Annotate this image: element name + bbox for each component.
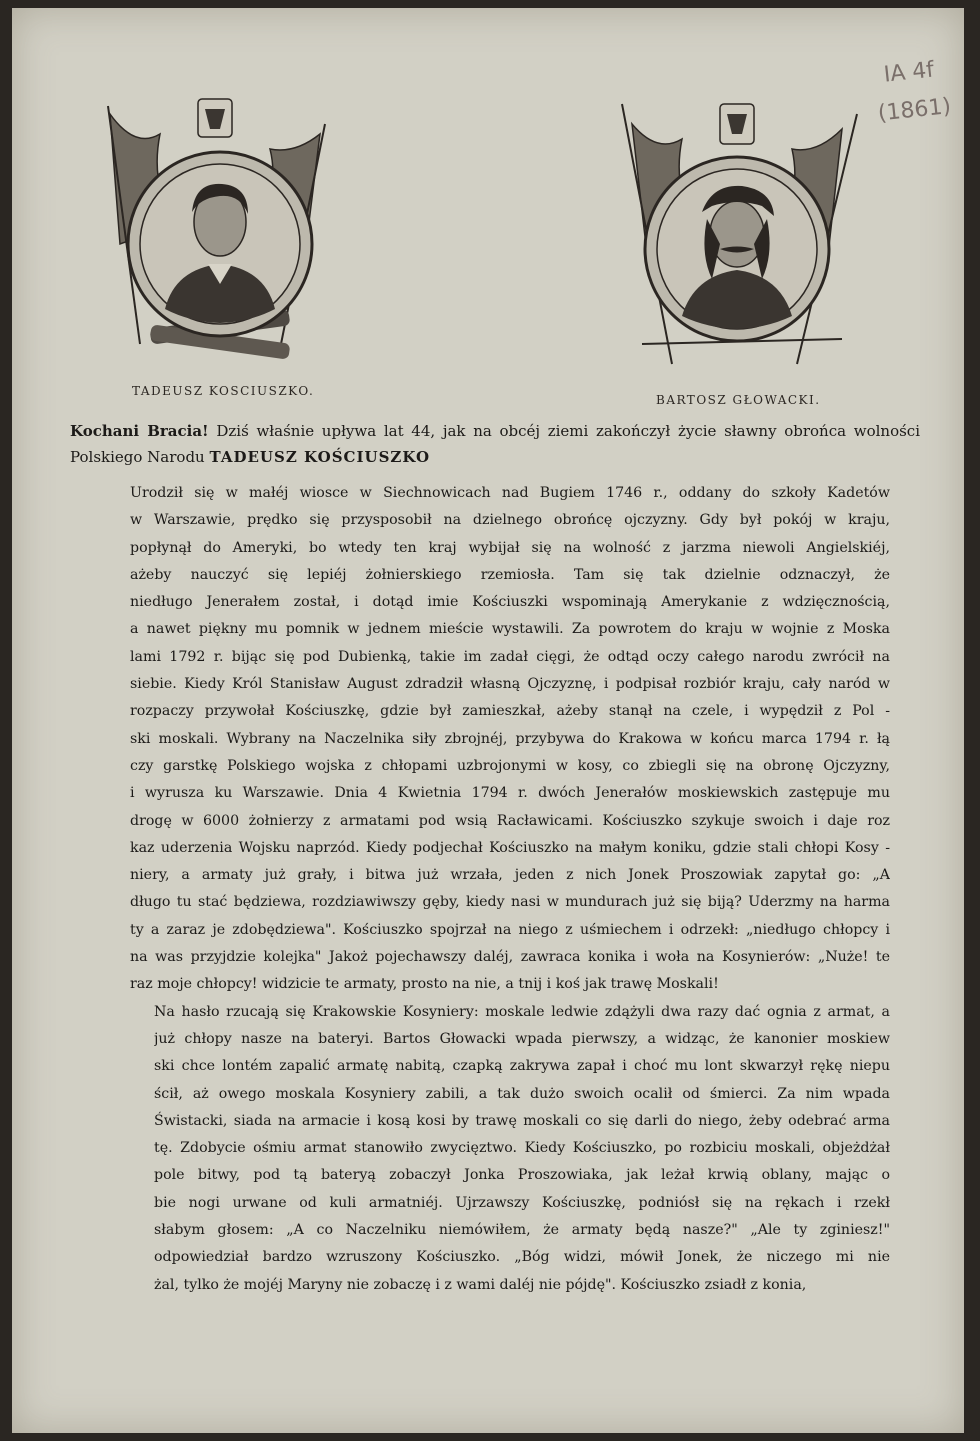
- text-line: raz moje chłopcy! widzicie te armaty, prosto na nie, a tnij i koś jak trawę Moskali!: [130, 976, 719, 993]
- text-line: żal, tylko że mojéj Maryny nie zobaczę i z wami daléj nie pójdę". Kościuszko zsiadł z konia,: [154, 1276, 807, 1293]
- text-line: popłynął do Ameryki, bo wtedy ten kraj wybijał się na wolność z jarzma niewoli Angielskiéj,: [130, 539, 890, 556]
- text-line: niedługo Jenerałem został, i dotąd imie Kościuszki wspominają Amerykanie z wdzięcznością,: [130, 594, 890, 611]
- portrait-kosciuszko: [80, 94, 350, 394]
- caption-kosciuszko: TADEUSZ KOSCIUSZKO.: [132, 384, 315, 398]
- text-line: słabym głosem: „A co Naczelniku niemówiłem, że armaty będą nasze?" „Ale ty zginiesz!": [154, 1222, 890, 1239]
- text-line: już chłopy nasze na bateryi. Bartos Głowacki wpada pierwszy, a widząc, że kanonier moskiew: [154, 1030, 890, 1047]
- intro-greeting: Kochani Bracia!: [70, 422, 209, 440]
- article-body: [130, 480, 890, 1299]
- caption-glowacki: BARTOSZ GŁOWACKI.: [656, 393, 821, 407]
- text-line: a nawet piękny mu pomnik w jednem mieście wystawili. Za powrotem do kraju w wojnie z Moska: [130, 621, 890, 638]
- text-line: niery, a armaty już grały, i bitwa już wrzała, jeden z nich Jonek Proszowiak zapytał go: „A: [130, 867, 890, 884]
- text-line: tę. Zdobycie ośmiu armat stanowiło zwycięztwo. Kiedy Kościuszko, po rozbiciu moskali, objeżdżał: [154, 1140, 890, 1157]
- text-line: Na hasło rzucają się Krakowskie Kosyniery: moskale ledwie zdążyli dwa razy dać ognia z armat, a: [154, 1003, 890, 1020]
- text-line: Urodził się w małéj wiosce w Siechnowicach nad Bugiem 1746 r., oddany do szkoły Kadetów: [130, 485, 890, 501]
- text-line: siebie. Kiedy Król Stanisław August zdradził własną Ojczyznę, i podpisał rozbiór kraju, cały naród w: [130, 676, 890, 693]
- text-line: ty a zaraz je zdobędziewa". Kościuszko spojrzał na niego z uśmiechem i odrzekł: „niedługo chłopcy i: [130, 921, 890, 938]
- text-line: na was przyjdzie kolejka" Jakoż pojechawszy daléj, zawraca konika i woła na Kosynierów: „Nuże! te: [130, 949, 890, 966]
- document-sheet: [12, 8, 964, 1433]
- archive-mark: [872, 51, 953, 134]
- intro-paragraph: [70, 418, 920, 470]
- text-line: kaz uderzenia Wojsku naprzód. Kiedy podjechał Kościuszko na małym koniku, gdzie stali chłopi Kosy -: [130, 839, 890, 856]
- text-line: ski moskali. Wybrany na Naczelnika siły zbrojnéj, przybywa do Krakowa w końcu marca 1794 r. łą: [130, 730, 890, 747]
- text-line: odpowiedział bardzo wzruszony Kościuszko. „Bóg widzi, mówił Jonek, że niczego mi nie: [154, 1249, 890, 1266]
- text-line: czy garstkę Polskiego wojska z chłopami uzbrojonymi w kosy, co zbiegli się na obronę Ojczyzny,: [130, 757, 890, 774]
- text-line: bie nogi urwane od kuli armatniéj. Ujrzawszy Kościuszkę, podniósł się na rękach i rzekł: [154, 1194, 890, 1211]
- portrait-kosciuszko-engraving: [80, 94, 350, 394]
- text-line: ażeby nauczyć się lepiéj żołnierskiego rzemiosła. Tam się tak dzielnie odznaczył, że: [130, 566, 890, 583]
- text-line: pole bitwy, pod tą bateryą zobaczył Jonka Proszowiaka, jak leżał krwią oblany, mając o: [154, 1167, 890, 1184]
- archive-mark-line2: (1861): [876, 93, 953, 127]
- intro-text: Dziś właśnie upływa lat 44, jak na obcéj ziemi zakończył życie sławny obrońca wolności Polskiego Narodu: [70, 422, 920, 466]
- text-line: w Warszawie, prędko się przysposobił na dzielnego obrońcę ojczyzny. Gdy był pokój w kraju,: [130, 512, 890, 529]
- text-line: ski chce lontém zapalić armatę nabitą, czapką zakrywa zapał i choć mu lont skwarzył rękę niepu: [154, 1058, 890, 1075]
- article-paragraph-2: [154, 999, 890, 1299]
- portrait-glowacki-engraving: [602, 94, 872, 394]
- text-line: lami 1792 r. bijąc się pod Dubienką, takie im zadał cięgi, że odtąd oczy całego narodu zwrócił na: [130, 648, 890, 665]
- text-line: ścił, aż owego moskala Kosyniery zabili, a tak dużo swoich ocalił od śmierci. Za nim wpada: [154, 1085, 890, 1102]
- text-line: długo tu stać będziewa, rozdziawiwszy gęby, kiedy nasi w mundurach już się biją? Uderzmy na harma: [130, 894, 890, 911]
- text-line: drogę w 6000 żołnierzy z armatami pod wsią Racławicami. Kościuszko szykuje swoich i daje roz: [130, 812, 890, 829]
- text-line: Świstacki, siada na armacie i kosą kosi by trawę moskali co się darli do niego, żeby odebrać arma: [154, 1112, 890, 1129]
- text-line: i wyrusza ku Warszawie. Dnia 4 Kwietnia 1794 r. dwóch Jenerałów moskiewskich zastępuje mu: [130, 785, 890, 802]
- article-paragraph-1: [130, 480, 890, 999]
- text-line: rozpaczy przywołał Kościuszkę, gdzie był zamieszkał, ażeby stanął na czele, i wypędził z Pol -: [130, 703, 890, 720]
- archive-mark-line1: IA 4f: [882, 57, 936, 88]
- portrait-glowacki: [602, 94, 872, 394]
- intro-name: TADEUSZ KOŚCIUSZKO: [209, 448, 431, 466]
